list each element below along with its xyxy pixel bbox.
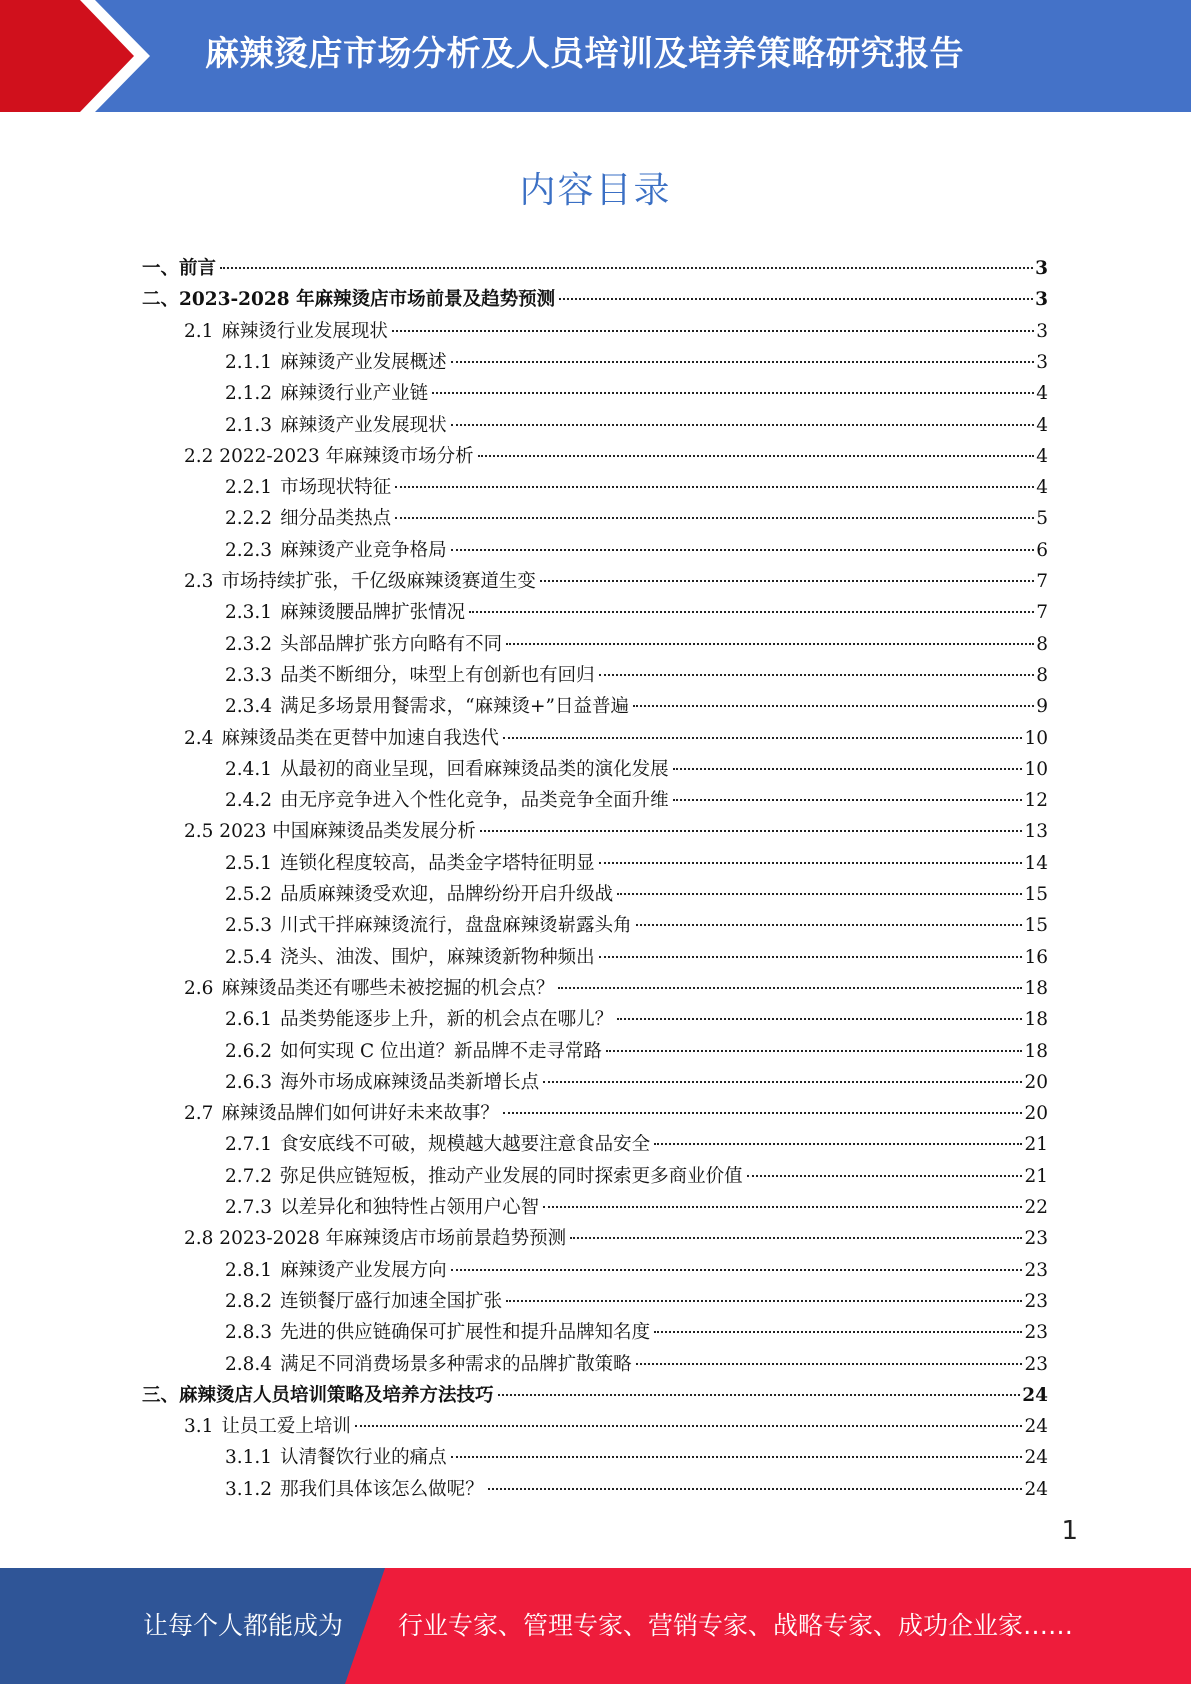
header-banner [0,0,1191,112]
toc-leader-dots [543,1206,1022,1208]
toc-entry[interactable] [142,284,1048,315]
toc-entry-number: 2.6.3 [225,1071,273,1093]
toc-entry-page: 9 [1036,696,1048,718]
toc-entry-text [184,973,554,1004]
toc-leader-dots [395,486,1034,488]
toc-entry-page: 12 [1024,790,1048,812]
toc-entry-text [225,660,595,691]
toc-entry-page: 24 [1024,1478,1048,1500]
toc-leader-dots [599,956,1023,958]
toc-entry-text [225,378,428,409]
toc-leader-dots [503,737,1023,739]
toc-entry[interactable] [184,1098,1048,1129]
toc-entry-number: 2.8.3 [225,1322,273,1344]
toc-entry[interactable] [225,660,1048,691]
toc-entry-label: 三、麻辣烫店人员培训策略及培养方法技巧 [142,1384,494,1406]
toc-entry-label: 连锁化程度较高，品类金字塔特征明显 [280,852,595,874]
toc-entry-page: 21 [1024,1134,1048,1156]
toc-entry[interactable] [184,723,1048,754]
toc-entry[interactable] [225,1067,1048,1098]
toc-leader-dots [469,611,1034,613]
toc-entry-label: 细分品类热点 [280,508,392,530]
toc-entry-label: 弥足供应链短板，推动产业发展的同时探索更多商业价值 [280,1165,743,1187]
toc-entry-label: 麻辣烫行业产业链 [280,383,429,405]
toc-entry-text [225,1474,484,1505]
toc-entry-number: 2.4 [184,727,214,749]
toc-entry-text [225,1036,602,1067]
toc-entry-number: 2.6 [184,977,214,999]
toc-entry-text [225,1442,447,1473]
toc-entry[interactable] [225,848,1048,879]
toc-leader-dots [480,830,1023,832]
toc-entry-number: 2.3 [184,571,214,592]
toc-entry-label: 市场持续扩张，千亿级麻辣烫赛道生变 [221,571,536,592]
toc-entry-page: 23 [1024,1259,1048,1281]
toc-entry-label: 川式干拌麻辣烫流行，盘盘麻辣烫崭露头角 [280,915,632,937]
toc-entry-number: 2.4.2 [225,790,273,812]
toc-entry[interactable] [225,1004,1048,1035]
toc-entry[interactable] [225,910,1048,941]
toc-entry-text [225,503,391,534]
toc-leader-dots [503,1112,1023,1114]
toc-entry-label: 满足不同消费场景多种需求的品牌扩散策略 [280,1353,632,1375]
toc-entry-page: 7 [1036,602,1048,624]
toc-entry-page: 23 [1024,1228,1048,1250]
toc-leader-dots [488,1488,1023,1490]
toc-leader-dots [478,455,1035,457]
toc-entry-label: 麻辣烫行业发展现状 [221,320,388,342]
toc-entry-text [225,785,669,816]
toc-entry-label: 品类势能逐步上升，新的机会点在哪儿？ [280,1009,614,1031]
toc-leader-dots [654,1143,1022,1145]
toc-entry-number: 2.2.3 [225,539,273,561]
toc-entry-text [142,1380,494,1411]
toc-leader-dots [599,862,1023,864]
toc-entry-text [225,1286,502,1317]
toc-entry[interactable] [225,597,1048,628]
toc-entry-page: 22 [1024,1197,1048,1218]
toc-entry-number: 2.6.2 [225,1040,273,1062]
toc-entry-text [225,410,447,441]
toc-leader-dots [220,267,1033,269]
toc-entry-page: 21 [1024,1165,1048,1187]
toc-entry-page: 8 [1036,633,1048,655]
toc-entry[interactable] [184,441,1048,472]
toc-leader-dots [540,580,1034,582]
toc-entry-label: 头部品牌扩张方向略有不同 [280,633,503,655]
toc-entry-label: 浇头、油泼、围炉，麻辣烫新物种频出 [280,946,595,968]
toc-entry-text [225,472,391,503]
toc-entry-number: 3.1.1 [225,1447,273,1469]
toc-entry-page: 4 [1036,445,1048,467]
toc-entry-page: 23 [1024,1322,1048,1344]
toc-entry-text [184,816,476,847]
toc-leader-dots [606,1050,1022,1052]
toc-entry-text [184,566,536,597]
toc-entry-page: 24 [1024,1447,1048,1469]
toc-entry-label: 食安底线不可破，规模越大越要注意食品安全 [280,1134,651,1156]
toc-entry[interactable] [225,691,1048,722]
toc-entry-text [225,1161,743,1192]
toc-leader-dots [451,361,1035,363]
toc-entry-page: 20 [1024,1103,1048,1125]
toc-entry-page: 5 [1036,508,1048,530]
toc-leader-dots [392,330,1034,332]
toc-entry[interactable] [225,1349,1048,1380]
toc-entry-number: 3.1.2 [225,1478,273,1500]
toc-entry-number: 2.8.4 [225,1353,273,1375]
toc-entry[interactable] [184,316,1048,347]
toc-entry-page: 14 [1024,852,1048,874]
toc-entry[interactable] [225,1161,1048,1192]
toc-entry[interactable] [225,879,1048,910]
toc-entry-number: 2.8.2 [225,1290,273,1312]
toc-entry-text [184,441,474,472]
toc-entry-text [184,1098,499,1129]
toc-entry[interactable] [225,503,1048,534]
toc-entry-label: 先进的供应链确保可扩展性和提升品牌知名度 [280,1322,651,1344]
toc-entry-label: 从最初的商业呈现，回看麻辣烫品类的演化发展 [280,758,669,780]
toc-entry-page: 3 [1035,289,1048,311]
toc-entry-text [225,1317,650,1348]
toc-entry-page: 18 [1024,1040,1048,1062]
toc-entry-label: 麻辣烫产业发展概述 [280,351,447,373]
toc-entry[interactable] [225,1036,1048,1067]
toc-leader-dots [506,1300,1022,1302]
toc-entry-page: 6 [1036,539,1048,561]
page-number: 1 [1061,1516,1078,1546]
toc-leader-dots [506,643,1034,645]
toc-entry-page: 16 [1024,946,1048,968]
toc-entry-text [225,879,613,910]
toc-entry[interactable] [142,1380,1048,1411]
toc-entry-number: 2.5.3 [225,915,273,937]
toc-leader-dots [451,1456,1023,1458]
toc-entry-text [225,691,629,722]
toc-entry-number: 2.1.1 [225,351,273,373]
toc-entry-label: 麻辣烫产业竞争格局 [280,539,447,561]
toc-entry[interactable] [184,1411,1048,1442]
toc-entry[interactable] [225,410,1048,441]
toc-entry-text [225,1129,650,1160]
toc-entry-number: 2.6.1 [225,1009,273,1031]
toc-entry-label: 一、前言 [142,258,217,279]
toc-entry-page: 7 [1036,571,1048,592]
toc-entry-number: 2.5.1 [225,852,273,874]
toc-entry-number: 2.2.2 [225,508,273,530]
toc-leader-dots [451,424,1035,426]
toc-leader-dots [498,1394,1021,1396]
toc-entry-label: 麻辣烫产业发展现状 [280,414,447,436]
toc-entry-page: 10 [1024,727,1048,749]
toc-entry-text [225,942,595,973]
toc-entry-text [184,1411,351,1442]
toc-entry-text [225,629,502,660]
toc-entry-page: 4 [1036,477,1048,499]
toc-entry-label: 那我们具体该怎么做呢？ [280,1478,484,1500]
toc-entry-number: 2.5.4 [225,946,273,968]
footer-banner [0,1568,1191,1684]
toc-entry-label: 认清餐饮行业的痛点 [280,1447,447,1469]
toc-entry-number: 2.8.1 [225,1259,273,1281]
toc-entry-page: 3 [1036,351,1048,373]
toc-entry-label: 麻辣烫品类在更替中加速自我迭代 [221,727,499,749]
toc-leader-dots [617,893,1022,895]
toc-entry[interactable] [225,1255,1048,1286]
toc-entry[interactable] [225,347,1048,378]
toc-entry-text [225,1255,447,1286]
toc-entry-page: 23 [1024,1353,1048,1375]
toc-entry[interactable] [225,785,1048,816]
toc-entry-label: 由无序竞争进入个性化竞争，品类竞争全面升维 [280,790,669,812]
toc-entry-page: 15 [1024,915,1048,937]
toc-entry[interactable] [225,1474,1048,1505]
toc-entry[interactable] [225,629,1048,660]
toc-entry[interactable] [184,973,1048,1004]
toc-title: 内容目录 [519,170,672,211]
toc-entry-page: 23 [1024,1290,1048,1312]
toc-entry-text [225,910,632,941]
toc-entry[interactable] [184,816,1048,847]
footer-slogan-right: 行业专家、管理专家、营销专家、战略专家、成功企业家…… [398,1611,1074,1640]
toc-entry-text [184,723,499,754]
toc-entry-text [225,1067,539,1098]
toc-entry-number: 2.2.1 [225,477,273,499]
toc-entry-label: 麻辣烫产业发展方向 [280,1259,447,1281]
toc-entry-number: 2.7.3 [225,1197,273,1218]
toc-entry-label: 2.5 2023 中国麻辣烫品类发展分析 [184,821,476,843]
toc-entry-page: 4 [1036,383,1048,405]
toc-entry[interactable] [225,1192,1048,1223]
toc-entry-page: 20 [1024,1071,1048,1093]
toc-entry-number: 2.7.2 [225,1165,273,1187]
toc-entry-label: 二、2023-2028 年麻辣烫店市场前景及趋势预测 [142,289,556,311]
toc-entry-label: 2.2 2022-2023 年麻辣烫市场分析 [184,445,474,467]
toc-entry-page: 4 [1036,414,1048,436]
toc-entry-page: 18 [1024,1009,1048,1031]
toc-leader-dots [559,298,1033,300]
toc-leader-dots [617,1018,1022,1020]
toc-leader-dots [570,1237,1022,1239]
toc-entry-label: 满足多场景用餐需求，“麻辣烫+”日益普遍 [280,696,629,718]
toc-leader-dots [654,1331,1022,1333]
toc-entry-label: 海外市场成麻辣烫品类新增长点 [280,1071,540,1093]
toc-leader-dots [636,1363,1023,1365]
toc-entry[interactable] [184,566,1048,597]
toc-entry[interactable] [225,472,1048,503]
toc-entry-text [225,754,669,785]
toc-entry-page: 24 [1022,1384,1048,1406]
toc-entry-page: 13 [1024,821,1048,843]
toc-leader-dots [599,674,1035,676]
toc-entry[interactable] [225,1442,1048,1473]
toc-entry-text [225,597,465,628]
toc-entry-label: 以差异化和独特性占领用户心智 [280,1197,540,1218]
toc-entry[interactable] [225,1129,1048,1160]
toc-entry-page: 3 [1036,320,1048,342]
toc-leader-dots [451,1269,1023,1271]
toc-entry-label: 市场现状特征 [280,477,392,499]
toc-entry-page: 10 [1024,758,1048,780]
toc-entry-number: 2.7.1 [225,1134,273,1156]
toc-entry-number: 2.3.1 [225,602,273,624]
toc-entry-number: 2.1.2 [225,383,273,405]
toc-entry-label: 如何实现 C 位出道？新品牌不走寻常路 [280,1040,602,1062]
toc-entry-text [225,1004,613,1035]
toc-leader-dots [747,1175,1023,1177]
toc-entry[interactable] [225,1317,1048,1348]
toc-leader-dots [355,1425,1023,1427]
toc-entry-label: 让员工爱上培训 [221,1416,351,1438]
toc-entry-label: 品质麻辣烫受欢迎，品牌纷纷开启升级战 [280,884,614,905]
toc-entry-text [225,1192,539,1223]
toc-entry-number: 2.1.3 [225,414,273,436]
toc-entry-number: 2.3.4 [225,696,273,718]
toc-entry-page: 15 [1024,884,1048,905]
toc-entry[interactable] [225,1286,1048,1317]
toc-entry[interactable] [225,754,1048,785]
toc-leader-dots [673,768,1023,770]
toc-entry-label: 麻辣烫品类还有哪些未被挖掘的机会点？ [221,977,555,999]
toc-entry[interactable] [225,942,1048,973]
toc-entry-text [225,535,447,566]
toc-entry-text [225,848,595,879]
toc-entry-number: 2.3.3 [225,664,273,686]
toc-entry-label: 麻辣烫腰品牌扩张情况 [280,602,466,624]
toc-entry-text [225,347,447,378]
toc-entry-number: 2.4.1 [225,758,273,780]
toc-entry-number: 2.1 [184,320,214,342]
toc-leader-dots [451,549,1035,551]
toc-leader-dots [636,924,1023,926]
report-title: 麻辣烫店市场分析及人员培训及培养策略研究报告 [205,34,964,74]
toc-entry-page: 3 [1035,258,1048,279]
toc-entry[interactable] [184,1223,1048,1254]
toc-entry-text [142,284,555,315]
toc-entry-text [184,316,388,347]
footer-slogan-left: 让每个人都能成为 [143,1611,344,1640]
toc-entry-page: 18 [1024,977,1048,999]
toc-leader-dots [558,987,1022,989]
toc-entry-page: 8 [1036,664,1048,686]
toc-entry-text [142,253,216,284]
toc-leader-dots [633,705,1034,707]
toc-leader-dots [673,799,1023,801]
toc-entry-text [225,1349,632,1380]
toc-entry-number: 3.1 [184,1416,214,1438]
toc-entry-label: 连锁餐厅盛行加速全国扩张 [280,1290,503,1312]
toc-entry-label: 品类不断细分，味型上有创新也有回归 [280,664,595,686]
toc-leader-dots [543,1081,1022,1083]
toc-entry-label: 麻辣烫品牌们如何讲好未来故事？ [221,1103,499,1125]
toc-entry-page: 24 [1024,1416,1048,1438]
toc-entry-number: 2.3.2 [225,633,273,655]
toc-entry-label: 2.8 2023-2028 年麻辣烫店市场前景趋势预测 [184,1228,567,1250]
toc-leader-dots [432,392,1034,394]
toc-entry[interactable] [142,253,1048,284]
toc-entry-text [184,1223,566,1254]
toc-entry[interactable] [225,535,1048,566]
toc-leader-dots [395,517,1034,519]
toc-entry-number: 2.7 [184,1103,214,1125]
toc-entry-number: 2.5.2 [225,884,273,905]
toc-entry[interactable] [225,378,1048,409]
